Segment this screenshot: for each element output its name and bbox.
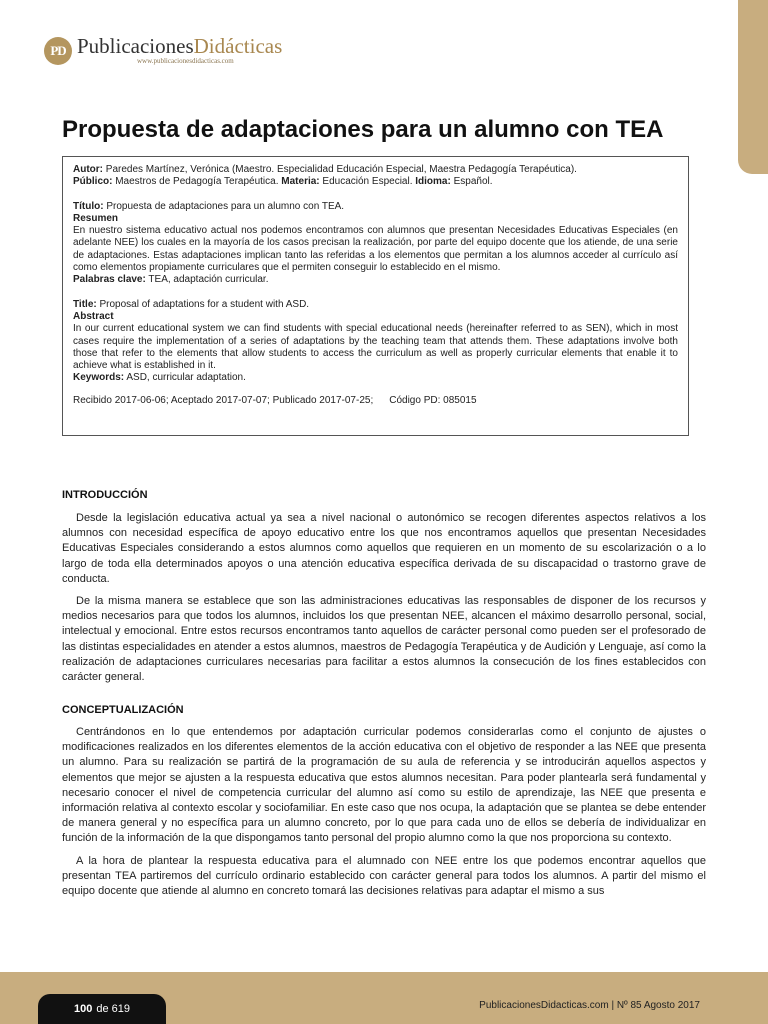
keywords-label: Keywords: [73,372,125,384]
logo-mark-icon: PD [44,37,72,65]
abstract-label: Abstract [73,310,114,322]
pd-code: Código PD: 085015 [389,394,477,406]
keywords-value: ASD, curricular adaptation. [124,372,246,384]
public-label: Público: [73,176,113,188]
logo-url: www.publicacionesdidacticas.com [137,57,234,65]
intro-body [62,511,706,692]
palabras-value: TEA, adaptación curricular. [145,274,269,286]
palabras-line [73,274,678,286]
abstract-text: In our current educational system we can find students with special educational needs (hereinafter referred to as SEN), which in most cases require the implementation of a series of adaptations by the teaching team that attends them. These adaptations involve both those that refer to the elements that allow students to access the curriculum as well as properly curricular elements that enable it to achieve what is established in it. [73,323,678,372]
palabras-label: Palabras clave: [73,274,146,286]
footer-publication-info[interactable]: PublicacionesDidacticas.com | Nº 85 Agosto 2017 [479,1000,700,1011]
received-line [73,395,678,407]
public-value: Maestros de Pedagogía Terapéutica. [112,176,282,188]
logo-name [77,36,282,57]
subject-value: Educación Especial. [319,176,416,188]
titulo-line [73,201,678,213]
received-dates: Recibido 2017-06-06; Aceptado 2017-07-07; Publicado 2017-07-25; [73,394,374,406]
language-value: Español. [450,176,493,188]
title-en-label: Title: [73,298,97,310]
side-tab-decoration [738,0,768,174]
resumen-text: En nuestro sistema educativo actual nos podemos encontramos con alumnos que presentan Necesidades Educativas Especiales (en adelante NEE) los cuales en la mayoría de los casos precisan la realización, por parte del equipo docente que los atiende, de una serie de adaptaciones. Estas adaptaciones implican tanto las referidas a los elementos que permitan a los alumnos acceder al currículo así como elementos propiamente curriculares que el permiten conseguir lo establecido en el mismo. [73,225,678,274]
title-en-line [73,299,678,311]
language-label: Idioma: [415,176,451,188]
page-current: 100 [73,1003,93,1015]
titulo-value: Propuesta de adaptaciones para un alumno con TEA. [103,200,345,212]
resumen-label: Resumen [73,212,119,224]
concept-heading: CONCEPTUALIZACIÓN [62,704,184,716]
page-number-badge [38,994,166,1024]
author-value: Paredes Martínez, Verónica (Maestro. Especialidad Educación Especial, Maestra Pedagogía Terapéutica). [103,164,577,175]
logo-name-part2: Didácticas [193,34,283,58]
logo-name-part1: Publicaciones [77,34,194,58]
public-line [73,176,678,188]
title-en-value: Proposal of adaptations for a student with ASD. [96,298,310,310]
abstract-box [62,156,689,436]
intro-paragraph-2: De la misma manera se establece que son las administraciones educativas las responsables de disponer de los recursos y medios necesarios para que todos los alumnos, incluidos los que presentan NEE, alcancen el máximo desarrollo personal, social, intelectual y emocional. Entre estos recursos encontramos tanto aquellos de carácter personal como pueden ser el profesorado de las distintas especialidades en atender a estos alumnos, maestros de Pedagogía Terapéutica y de Audición y Lenguaje, así como la realización de adaptaciones curriculares necesarias para facilitar a estos alumnos la consecución de los fines establecidos con carácter general. [62,595,706,684]
intro-paragraph-1: Desde la legislación educativa actual ya sea a nivel nacional o autonómico se recogen diferentes aspectos relativos a los alumnos con necesidad específica de apoyo educativo entre los que nos encontramos aquellos que presentan Necesidades Educativas Especiales considerando a estos alumnos como aquellos que requieren en un momento de su escolarización o a lo largo de toda ella determinados apoyos o una atención educativa específica derivada de su discapacidad o trastorno grave de conducta. [62,512,706,585]
concept-body [62,725,706,906]
logo-text [77,36,282,65]
publicaciones-didacticas-logo[interactable] [44,36,282,65]
subject-label: Materia: [281,176,320,188]
titulo-label: Título: [73,200,104,212]
keywords-line [73,372,678,384]
intro-heading: INTRODUCCIÓN [62,489,148,501]
author-label: Autor: [73,164,103,175]
article-title: Propuesta de adaptaciones para un alumno con TEA [62,116,664,143]
author-line [73,164,678,176]
concept-paragraph-2: A la hora de plantear la respuesta educativa para el alumnado con NEE entre los que podemos encontrar aquellos que presentan TEA partiremos del currículo ordinario establecido con carácter general para todos los alumnos. A partir del mismo el equipo docente que atiende al alumno en concreto tomará las decisiones relativas para adaptar el mismo a sus [62,854,706,898]
concept-paragraph-1: Centrándonos en lo que entendemos por adaptación curricular podemos considerarlas como el conjunto de ajustes o modificaciones realizados en los diferentes elementos de la acción educativa con el objetivo de responder a las NEE que presenta un alumno. Para su realización se partirá de la programación de su aula de referencia y se introducirán aquellos aspectos y elementos que mejor se ajusten a la respuesta educativa que estos alumnos necesitan. Para poder plantearla será fundamental y necesario conocer el nivel de competencia curricular del alumno así como su estilo de aprendizaje, las NEE que presenta e información relativa al contexto escolar y sociofamiliar. En este caso que nos ocupa, la adaptación que se plantea se debe entender de manera general y no específica para un alumno concreto, por lo que para cada uno de ellos se debería de individualizar en función de la información de la que dispongamos tanto personal del propio alumno como la que nos proporciona su contexto. [62,726,706,845]
page-total: de 619 [96,1003,130,1015]
